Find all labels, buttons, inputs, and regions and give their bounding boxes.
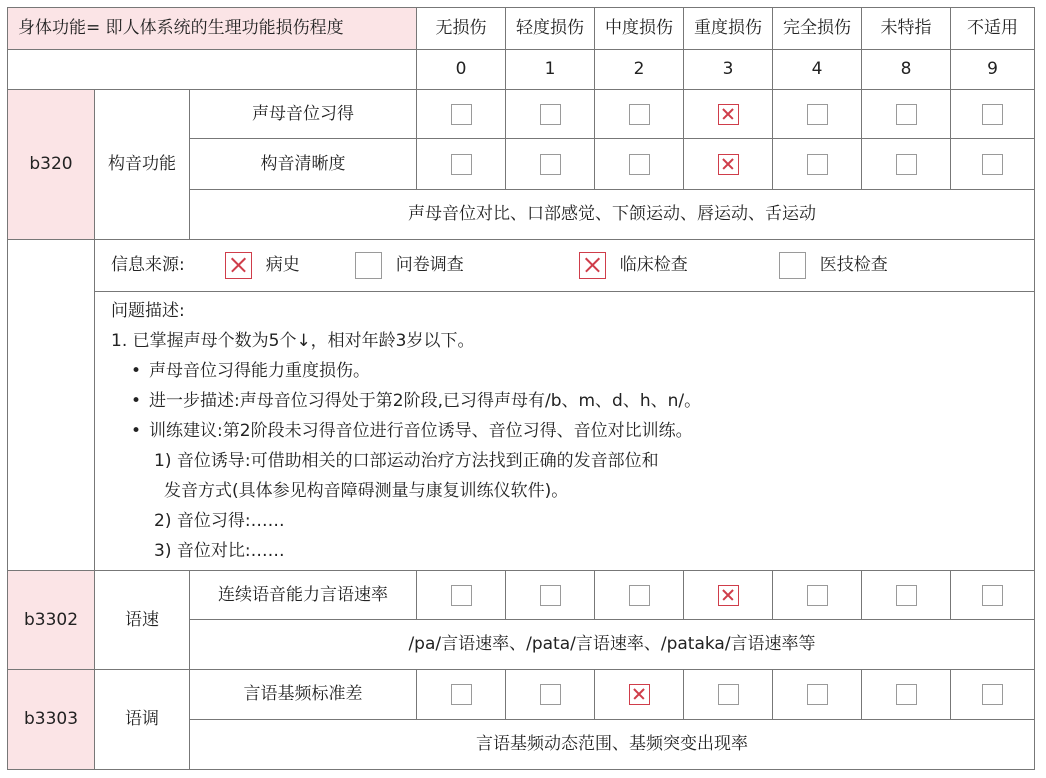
icf-table	[7, 7, 1035, 770]
description-bullet: • 训练建议:第2阶段未习得音位进行音位诱导、音位习得、音位对比训练。	[111, 416, 1018, 446]
level-code: 0	[417, 50, 506, 90]
level-header: 未特指	[862, 8, 951, 50]
section-note: 言语基频动态范围、基频突变出现率	[190, 720, 1035, 770]
rating-checkbox[interactable]	[451, 104, 472, 125]
rating-checkbox[interactable]	[982, 104, 1003, 125]
header-row	[8, 8, 1035, 50]
source-option: 临床检查	[619, 255, 688, 276]
rating-checkbox[interactable]	[896, 154, 917, 175]
section-name: 语调	[95, 670, 190, 770]
section-code: b3302	[8, 571, 95, 670]
description-subitem: 2) 音位习得:……	[154, 511, 285, 531]
level-header: 无损伤	[417, 8, 506, 50]
rating-checkbox-checked[interactable]	[718, 585, 739, 606]
section-code: b320	[8, 90, 95, 240]
item-label: 言语基频标准差	[190, 670, 417, 720]
description-bullet: • 进一步描述:声母音位习得处于第2阶段,已习得声母有/b、m、d、h、n/。	[111, 386, 1018, 416]
level-header: 中度损伤	[595, 8, 684, 50]
rating-checkbox[interactable]	[982, 154, 1003, 175]
rating-checkbox[interactable]	[540, 684, 561, 705]
rating-checkbox[interactable]	[451, 684, 472, 705]
source-option: 医技检查	[819, 255, 888, 276]
empty-cell	[8, 240, 95, 571]
code-row	[8, 50, 1035, 90]
rating-checkbox-checked[interactable]	[718, 104, 739, 125]
item-row	[8, 90, 1035, 139]
rating-checkbox[interactable]	[896, 104, 917, 125]
description-title: 问题描述:	[111, 301, 185, 321]
item-row	[8, 670, 1035, 720]
rating-checkbox[interactable]	[807, 154, 828, 175]
rating-checkbox[interactable]	[451, 154, 472, 175]
rating-checkbox[interactable]	[718, 684, 739, 705]
rating-checkbox[interactable]	[982, 585, 1003, 606]
source-option: 病史	[265, 255, 300, 276]
section-note: /pa/言语速率、/pata/言语速率、/pataka/言语速率等	[190, 620, 1035, 670]
source-checkbox-checked[interactable]	[225, 252, 252, 279]
level-header: 不适用	[951, 8, 1035, 50]
problem-description	[95, 292, 1035, 571]
source-checkbox[interactable]	[779, 252, 806, 279]
description-bullet: • 声母音位习得能力重度损伤。	[111, 356, 1018, 386]
level-code: 1	[506, 50, 595, 90]
level-code: 9	[951, 50, 1035, 90]
section-note: 声母音位对比、口部感觉、下颌运动、唇运动、舌运动	[190, 190, 1035, 240]
rating-checkbox[interactable]	[540, 104, 561, 125]
rating-checkbox-checked[interactable]	[629, 684, 650, 705]
source-option: 问卷调查	[395, 255, 464, 276]
item-label: 构音清晰度	[190, 139, 417, 190]
level-code: 4	[773, 50, 862, 90]
description-line: 1. 已掌握声母个数为5个↓，相对年龄3岁以下。	[111, 331, 475, 351]
level-header: 完全损伤	[773, 8, 862, 50]
section-code: b3303	[8, 670, 95, 770]
level-code: 8	[862, 50, 951, 90]
rating-checkbox[interactable]	[629, 585, 650, 606]
description-subitem: 1) 音位诱导:可借助相关的口部运动治疗方法找到正确的发音部位和	[154, 451, 659, 471]
section-name: 语速	[95, 571, 190, 670]
rating-checkbox[interactable]	[629, 154, 650, 175]
rating-checkbox[interactable]	[807, 585, 828, 606]
rating-checkbox[interactable]	[896, 585, 917, 606]
rating-checkbox[interactable]	[807, 104, 828, 125]
rating-checkbox[interactable]	[807, 684, 828, 705]
item-row	[8, 571, 1035, 620]
info-source-row	[8, 240, 1035, 292]
rating-checkbox-checked[interactable]	[718, 154, 739, 175]
section-name: 构音功能	[95, 90, 190, 240]
rating-checkbox[interactable]	[540, 154, 561, 175]
table-title: 身体功能= 即人体系统的生理功能损伤程度	[8, 8, 417, 50]
rating-checkbox[interactable]	[540, 585, 561, 606]
source-checkbox-checked[interactable]	[579, 252, 606, 279]
assessment-form	[7, 7, 1035, 770]
rating-checkbox[interactable]	[451, 585, 472, 606]
rating-checkbox[interactable]	[896, 684, 917, 705]
item-label: 声母音位习得	[190, 90, 417, 139]
level-header: 重度损伤	[684, 8, 773, 50]
info-source-label: 信息来源:	[111, 255, 185, 276]
level-header: 轻度损伤	[506, 8, 595, 50]
level-code: 2	[595, 50, 684, 90]
description-row	[8, 292, 1035, 571]
level-code: 3	[684, 50, 773, 90]
source-checkbox[interactable]	[355, 252, 382, 279]
description-subitem: 3) 音位对比:……	[154, 541, 285, 561]
empty-cell	[8, 50, 417, 90]
rating-checkbox[interactable]	[982, 684, 1003, 705]
rating-checkbox[interactable]	[629, 104, 650, 125]
description-subitem: 发音方式(具体参见构音障碍测量与康复训练仪软件)。	[164, 481, 569, 501]
item-label: 连续语音能力言语速率	[190, 571, 417, 620]
